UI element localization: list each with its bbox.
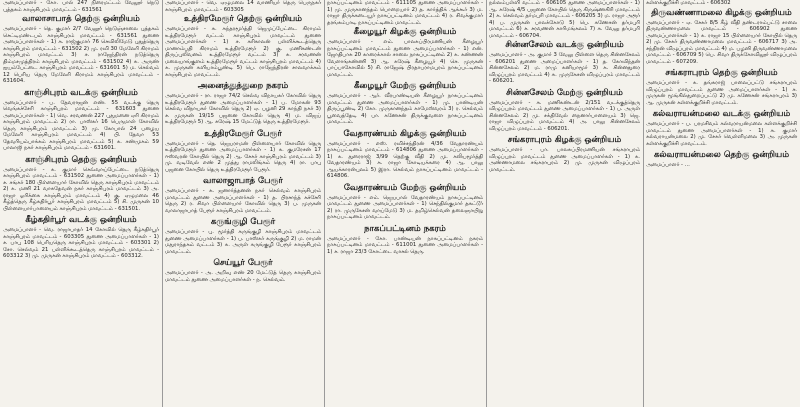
section-heading: காஞ்சிபுரம் தெற்கு ஒன்றியம் (25, 154, 137, 165)
section (646, 68, 797, 106)
section (165, 81, 321, 126)
section-body: அமைப்பாளர் - பா. பாலசுப்பிரமணியன் சங்கராபுரம் விழுப்புரம் மாவட்டம் துணை அமைப்பாளர்கள் - 1) க. அண்ணாமலை சங்கராபுரம் 2) மு. முருகன் விழுப்புரம் மாவட்டம். (489, 147, 640, 173)
section-body: அமைப்பாளர் - ரா. ராஜா 74/2 செல்வ விநாயகர் கோவில் தெரு உத்திரமேரூர் துணை அமைப்பாளர்கள் - 1) ப. மோகன் 93 செல்வ விநாயகர் கோவில் தெரு 2) ஏ. பழனி 29 காந்தி நகர் 3) ச. முருகன் 19/15 பஜனை கோவில் தெரு 4) ம. விஜய் உத்திரமேரூர் 5) ஆ. சுரேஷ் 15 மேட்டுத் தெரு உத்திரமேரூர். (165, 93, 321, 125)
section-body: அமைப்பாளர் - க. தங்கராஜ் பாலைப்பட்டு சங்கராபுரம் விழுப்புரம் மாவட்டம் துணை அமைப்பாளர்கள் - 1) ச. முருகன் மூங்கில்துறைப்பட்டு 2) மு. கணேசன் சங்கராபுரம் 3) ஆ. முருகன் கள்ளக்குறிச்சி மாவட்டம். (646, 80, 797, 106)
section (3, 88, 159, 152)
section-heading: வாலாஜாபாத் பேரூர் (203, 176, 283, 186)
section-heading: கீழையூர் மேற்கு ஒன்றியம் (353, 81, 457, 91)
section (165, 258, 321, 283)
section (165, 217, 321, 255)
section-heading: உத்திரமேரூர் தெற்கு ஒன்றியம் (183, 14, 303, 24)
section-heading: கல்வராயன்மலை தெற்கு ஒன்றியம் (653, 150, 790, 160)
section-heading: காஞ்சிபுரம் வடக்கு ஒன்றியம் (24, 87, 138, 98)
section (327, 27, 483, 78)
section-body: அமைப்பாளர் - சு. சுந்தரமூர்த்தி ஜெமுப்பேட்டை கிராமம் உத்திரமேரூர் வட்டம் காஞ்சிபுரம் மாவட்டம் துணை அமைப்பாளர்கள் - 1) ச. கரிகாலன் பள்ளிக்கூடத்தெரு மானாம்பதி கிராமம் உத்திரமேரூர் 2) கு. மணிகண்டன் திருப்புலிவனம் உத்திரமேரூர் வட்டம் 3) சு. சரவணன் மலையாங்குளம் உத்திரமேரூர் வட்டம் காஞ்சிபுரம் மாவட்டம் 4) க. முருகன் களியாம்பூண்டி 5) பெ. ராஜேந்திரன் சாலவாக்கம் காஞ்சிபுரம் மாவட்டம். (165, 26, 321, 78)
section-heading: வேதாரண்யம் மேற்கு ஒன்றியம் (343, 182, 467, 193)
section-heading: சங்கராபுரம் தெற்கு ஒன்றியம் (665, 68, 778, 78)
section-heading: சின்னசேலம் மேற்கு ஒன்றியம் (506, 87, 623, 98)
section-heading: அனைத்துத்துறை நகரம் (197, 81, 289, 91)
section-body: அமைப்பாளர் - வெ. ராஜாபாதர் 14 கோவில் தெரு கீழ்கதிர்பூர் காஞ்சிபுரம் மாவட்டம் - 603305 துணை அமைப்பாளர்கள் - 1) ச. பாபு 108 பெரியதெரு காஞ்சிபுரம் மாவட்டம் - 603301 2) சோ. செல்வம் 21 பள்ளிக்கூடத்தெரு காஞ்சிபுரம் மாவட்டம் - 603312 3) மு. முருகன் காஞ்சிபுரம் மாவட்டம் - 603312. (3, 227, 159, 259)
section-body: அமைப்பாளர் - பு. மூர்த்தி கருங்குழி காஞ்சிபுரம் மாவட்டம் துணை அமைப்பாளர்கள் - 1) ப. பாஸ்கர் கருங்குழி 2) ம. ராமன் மதுராந்தகம் வட்டம் 3) க. அருள் கருங்குழி பேரூர் காஞ்சிபுரம் மாவட்டம். (165, 229, 321, 255)
column-4 (486, 0, 643, 407)
section-heading: உத்திரமேரூர் பேரூர் (204, 128, 282, 139)
section (165, 129, 321, 174)
section (489, 135, 640, 173)
section-heading: வாலாசாபாத் தெற்கு ஒன்றியம் (22, 14, 140, 24)
section-heading: கீழ்கதிர்பூர் வடக்கு ஒன்றியம் (25, 215, 137, 225)
section-body: அமைப்பாளர் - ஆர். வீரபாண்டியன் கீழையூர் நாகப்பட்டினம் மாவட்டம் துணை அமைப்பாளர்கள் - 1) மு. பாண்டியன் திருப்பூண்டி 2) கோ. முருகானந்தம் காமேஸ்வரம் 3) ர. செல்வம் பூவைத்தேடி 4) பா. கணேசன் திருக்குவளை நாகப்பட்டினம் மாவட்டம். (327, 93, 483, 125)
section-body: அமைப்பாளர் - அ. அறிவு எண் 20 மேட்டுத் தெரு காஞ்சிபுரம் மாவட்டம் துணை அமைப்பாளர்கள் - ந. செல்வம். (165, 270, 321, 283)
section (646, 8, 797, 66)
section-body: அமைப்பாளர் - சு. மணிகண்டன் 2/151 வடக்குத்தெரு விழுப்புரம் மாவட்டம் துணை அமைப்பாளர்கள் - 1) ப. அருள் சின்னசேலம் 2) மு. சக்திவேல் நைனார்பாளையம் 3) ஜெ. ராஜா விழுப்புரம் மாவட்டம் 4) அ. பாலு சின்னசேலம் விழுப்புரம் மாவட்டம் - 606201. (489, 99, 640, 132)
section (646, 150, 797, 169)
column-top-text: நல்லம்பள்ளி வட்டம் - 606105 துணை அமைப்பாளர்கள் - 1) ஆ. சுரேஷ் 4/5 பஜனை கோயில் தெரு கிருஷ்ணகிரி மாவட்டம் 2) க. செல்வம் தர்மபுரி மாவட்டம் - 606205 3) ம. ராஜா அரூர் 4) ப. முருகன் பாலக்கோடு 5) பெ. கணேசன் தர்மபுரி மாவட்டம் 6) ச. சரவணன் காரிமங்கலம் 7) சு. வேலு தர்மபுரி மாவட்டம் - 606704. (489, 0, 640, 39)
section (327, 224, 483, 256)
section (327, 81, 483, 126)
section-body: அமைப்பாளர் - தெ. ஜெயராமன் பிள்ளையார் கோவில் தெரு உத்திரமேரூர் துணை அமைப்பாளர்கள் - 1) க. குமரேசன் 17 ஈஸ்வரன் கோயில் தெரு 2) ஆ. சேகர் காஞ்சிபுரம் மாவட்டம் 3) மு. வடிவேல் எண் 2 முத்து ராமலிங்கம் தெரு 4) ரா. பாபு பஜனை கோயில் தெரு உத்திரமேரூர் பேரூர். (165, 140, 321, 173)
section-body: அமைப்பாளர் - எம். ஜெயபால் வேதாரண்யம் நாகப்பட்டினம் மாவட்டம் துணை அமைப்பாளர்கள் - 1) செந்தில்குமார் தகட்டூர் 2) ரா. முருகேசன் வாய்மேடு 3) ம. தமிழ்செல்வன் தலைஞாயிறு நாகப்பட்டினம் மாவட்டம். (327, 194, 483, 220)
section-heading: செய்யூர் பேரூர் (213, 258, 273, 268)
section-heading: திருவண்ணாமலை கிழக்கு ஒன்றியம் (651, 7, 792, 18)
section (646, 109, 797, 147)
section-heading: வேதாரண்யம் கிழக்கு ஒன்றியம் (343, 128, 467, 139)
section (3, 14, 159, 85)
column-2 (162, 0, 324, 407)
section (489, 40, 640, 85)
section-heading: நாகப்பட்டினம் நகரம் (364, 223, 446, 234)
section (327, 183, 483, 221)
section (3, 215, 159, 260)
column-top-text: அமைப்பாளர் - வெ. ஏழுமலை 14 வாணியர் தெரு பெருநகர் காஞ்சிபுரம் மாவட்டம் - 603305 (165, 0, 321, 13)
section (489, 88, 640, 133)
section-heading: கல்வராயன்மலை வடக்கு ஒன்றியம் (652, 109, 791, 119)
section-body: அமைப்பாளர் - எஸ். ரவிச்சந்திரன் 4/36 வேதாரண்யம் நாகப்பட்டினம் மாவட்டம் - 614806 துணை அமைப்பாளர்கள் - 1) க. துரைராஜ் 3/99 தெற்கு வீதி 2) மு. கலியமூர்த்தி வேதாரண்யம் 3) சு. ராஜா கோடியக்கரை 4) ஆ. பாலு ஆயக்காரன்புலம் 5) இரா. செல்வம் நாகப்பட்டினம் மாவட்டம் - 614806. (327, 140, 483, 179)
column-5 (643, 0, 800, 407)
section-heading: சங்கராபுரம் கிழக்கு ஒன்றியம் (507, 135, 622, 145)
section-body: அமைப்பாளர் - கோ. பாண்டியன் நாகப்பட்டினம் நகரம் நாகப்பட்டினம் மாவட்டம் - 611001 துணை அமைப்பாளர்கள் - 1) ச. ராஜா 23/3 கோட்டை வாசல் தெரு. (327, 235, 483, 255)
section-heading: சின்னசேலம் வடக்கு ஒன்றியம் (505, 40, 624, 50)
section-heading: கருங்குழி பேரூர் (210, 217, 276, 227)
column-1 (0, 0, 162, 407)
section-body: அமைப்பாளர் - அ. குமார் 3 வேலு பிள்ளை தெரு சின்னசேலம் - 606201 துணை அமைப்பாளர்கள் - 1) த. கோவிந்தன் சின்னசேலம் 2) ம. ராமு கனியாமூர் 3) க. சின்னதுரை விழுப்புரம் மாவட்டம் 4) சு. முருகேசன் விழுப்புரம் மாவட்டம் - 606201. (489, 52, 640, 84)
section-body: அமைப்பாளர் - தெ. குமார் 2/7 வேலூர் நெடுஞ்சாலை புத்தகம் செட்டிமண்டபம் காஞ்சிபுரம் மாவட்டம் - 631561 துணை அமைப்பாளர்கள் - 1) சு. ராஜ்குமார் 76 செவிலிமேடு புதுத்தெரு காஞ்சிபுரம் மாவட்டம் - 631502 2) மு. ரவி 30 மேலேரி கிராமம் காஞ்சிபுரம் மாவட்டம் 3) ச. ராஜேந்திரன் நடுத்தெரு திம்மசமுத்திரம் காஞ்சிபுரம் மாவட்டம் - 631502 4) சு. அருண் ஐயம்பேட்டை காஞ்சிபுரம் மாவட்டம் - 631601 5) ம. செல்வம் 12 பெரிய தெரு மேலேரி கிராமம் காஞ்சிபுரம் மாவட்டம் - 631604. (3, 26, 159, 84)
column-top-text: நாகப்பட்டினம் மாவட்டம் - 611105 துணை அமைப்பாளர்கள் - 1) மு. முருகானந்தம் பொறையார் 2) த. கார்த்திக் ஆக்கூர் 3) ம. ராஜா திருக்கடையூர் நாகப்பட்டினம் மாவட்டம் 4) ர. சிவக்குமார் தரங்கம்பாடி நாகப்பட்டினம் மாவட்டம். (327, 0, 483, 26)
section (165, 176, 321, 214)
section-body: அமைப்பாளர் - ஏ. சேகர் 8/5 கீழ் வீதி தண்டராம்பட்டு சாலை திருவண்ணாமலை மாவட்டம் - 606902 துணை அமைப்பாளர்கள் - 1) க. ராஜா 15 பிள்ளையார் கோயில் தெரு 2) மு. சேகர் திருவண்ணாமலை மாவட்டம் - 606717 3) அ. சந்திரன் விழுப்புரம் மாவட்டம் 4) ம. பழனி திருவண்ணாமலை மாவட்டம் - 606709 5) பெ. சிவா திருக்கோவிலூர் விழுப்புரம் மாவட்டம் - 607209. (646, 19, 797, 65)
section (3, 155, 159, 213)
section-body: அமைப்பாளர் - ப. பரமசிவம் கல்வராயன்மலை கள்ளக்குறிச்சி மாவட்டம் துணை அமைப்பாளர்கள் - 1) சு. குமார் கல்வராயன்மலை 2) மு. சேகர் வெள்ளிமலை 3) அ. முருகன் கள்ளக்குறிச்சி மாவட்டம். (646, 121, 797, 147)
section-body: அமைப்பாளர் - க. ஜனார்த்தனன் நகர் செல்வம் காஞ்சிபுரம் மாவட்டம் துணை அமைப்பாளர்கள் - 1) த. பிரசாந்த் கச்சேரி தெரு 2) ர. சிவா பிள்ளையார் கோவில் தெரு 3) ப. முருகன் வாலாஜாபாத் பேரூர் காஞ்சிபுரம் மாவட்டம். (165, 188, 321, 214)
section-heading: கீழையூர் கிழக்கு ஒன்றியம் (353, 27, 457, 37)
section (327, 129, 483, 180)
section-body: அமைப்பாளர் - எம். பாலசுப்பிரமணியன் கீழையூர் நாகப்பட்டினம் மாவட்டம் துணை அமைப்பாளர்கள் - 1) என். ஜோதிபாசு 20 காரைக்கால் சாலை நாகப்பட்டினம் 2) க. கண்ணன் வேளாங்கண்ணி 3) ஆ. சுரேஷ் கீழையூர் 4) செ. முருகன் பாப்பாகோவில் 5) சி. ராஜேஷ் பிரதாபராமபுரம் நாகப்பட்டினம் மாவட்டம். (327, 39, 483, 78)
column-top-text: அமைப்பாளர் - கோ. பால் 247 நிரைமட்டம் வேலூர் நெடு புத்தகம் காஞ்சிபுரம் மாவட்டம் - 631561 (3, 0, 159, 13)
column-top-text: கள்ளக்குறிச்சி மாவட்டம் - 606302 (646, 0, 731, 6)
section-body: அமைப்பாளர் - ப. தேவராஜன் எண். 55 வடக்கு தெரு வெங்கச்சேரி காஞ்சிபுரம் மாவட்டம் - 631603 துணை அமைப்பாளர்கள் - 1) வெ. சரவணன் 227 புதுமனை ஏரி கிராமம் காஞ்சிபுரம் மாவட்டம் 2) ரா. பாஸ்கர் 16 பெருமாள் கோவில் தெரு காஞ்சிபுரம் மாவட்டம் 3) மு. கோபால் 24 பழைய மேலேரி காஞ்சிபுரம் மாவட்டம் 4) பி. தேவா 53 தேவரியம்பாக்கம் காஞ்சிபுரம் மாவட்டம் 5) க. சண்முகம் 59 பாலாஜி நகர் காஞ்சிபுரம் மாவட்டம் - 631601. (3, 99, 159, 151)
section-body: அமைப்பாளர் - … (646, 162, 690, 168)
section (165, 14, 321, 78)
column-3 (324, 0, 486, 407)
section-body: அமைப்பாளர் - க. குமார் செவ்வாய்பேட்டை நடுத்தெரு காஞ்சிபுரம் மாவட்டம் - 631502 துணை அமைப்பாளர்கள் - 1) ச. சங்கர் 180 பிள்ளையார் கோவில் தெரு காஞ்சிபுரம் மாவட்டம் 2) க. மணி 21 வாசுதேவன் நகர் காஞ்சிபுரம் மாவட்டம் 3) அ. ராஜா ஓரிக்கை காஞ்சிபுரம் மாவட்டம் 4) கு. ஏழுமலை 46 கீழ்த்தெரு கீழ்கதிர்பூர் காஞ்சிபுரம் மாவட்டம் 5) சி. முருகன் 10 பிள்ளையார்பாளையம் காஞ்சிபுரம் மாவட்டம் - 631501. (3, 166, 159, 212)
